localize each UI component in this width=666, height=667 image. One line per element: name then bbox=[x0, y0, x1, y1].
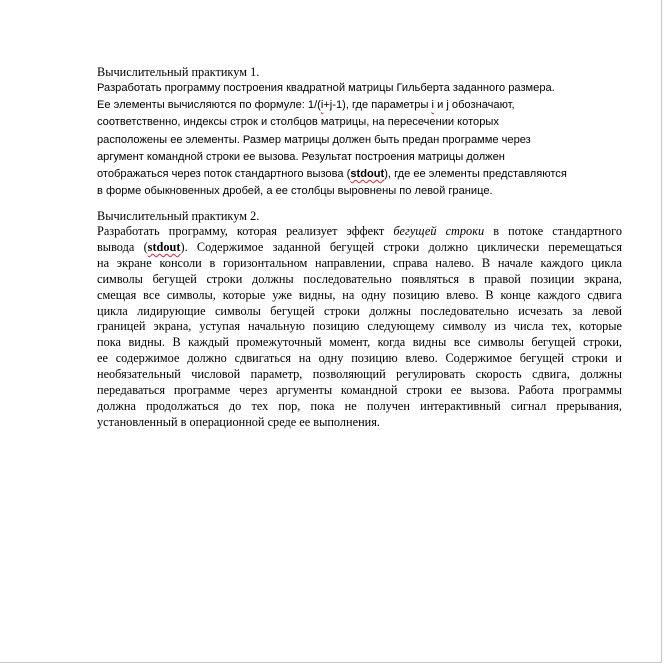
text-line: смещая все символы, которые уже видны, на одну позицию влево. В конце каждого сдвига bbox=[97, 287, 622, 302]
spellcheck-word: stdout bbox=[350, 168, 385, 181]
text-line: необязательный числовой параметр, позволяющий регулировать скорость сдвига, должны bbox=[97, 367, 622, 382]
text-line: установленный в операционной среде ее выполнения. bbox=[97, 414, 380, 429]
task-1-heading: Вычислительный практикум 1. bbox=[97, 65, 260, 79]
text-line: Ее элементы вычисляются по формуле: 1/(i+j-1), где параметры i и j обозначают, bbox=[97, 99, 515, 112]
text-line: Разработать программу, которая реализует эффект бегущей строки в потоке стандартного bbox=[97, 224, 622, 238]
text-line: пока видны. В каждый промежуточный момент, когда видны все символы бегущей строки, bbox=[97, 335, 622, 350]
text-line: соответственно, индексы строк и столбцов матрицы, на пересечении которых bbox=[97, 116, 499, 129]
text-line: передаваться программе через аргументы командной строки ее вызова. Работа программы bbox=[97, 383, 622, 398]
text-line: Разработать программу построения квадратной матрицы Гильберта заданного размера. bbox=[97, 82, 555, 94]
text-line: должна продолжаться до тех пор, пока не получен интерактивный сигнал прерывания, bbox=[97, 398, 622, 413]
text-line: вывода (stdout). Содержимое заданной бегущей строки должно циклически перемещаться bbox=[97, 239, 623, 254]
spellcheck-word: stdout bbox=[147, 239, 181, 254]
text-line: на экране консоли в горизонтальном направлении, справа налево. В начале каждого цикла bbox=[97, 255, 622, 270]
task-2-text bbox=[97, 224, 622, 431]
text-line: в форме обыкновенных дробей, а ее столбцы выровнены по левой границе. bbox=[97, 185, 493, 198]
task-2-section bbox=[97, 208, 622, 431]
text-line: ее содержимое должно сдвигаться на одну позицию влево. Содержимое бегущей строки и bbox=[97, 351, 622, 366]
spellcheck-word: i bbox=[320, 99, 324, 112]
task-1-text bbox=[97, 80, 622, 200]
task-1-section bbox=[97, 64, 622, 200]
text-line: аргумент командной строки ее вызова. Результат построения матрицы должен bbox=[97, 150, 505, 163]
text-line: цикла лидирующие символы бегущей строки должны последовательно исчезать за левой bbox=[97, 303, 622, 318]
task-2-heading: Вычислительный практикум 2. bbox=[97, 209, 260, 223]
text-line: расположены ее элементы. Размер матрицы должен быть предан программе через bbox=[97, 133, 531, 146]
text-line: границей экрана, уступая начальную позицию следующему символу из числа тех, которые bbox=[97, 319, 622, 334]
text-line: символы бегущей строки должны последовательно появляться в правой позиции экрана, bbox=[97, 271, 622, 286]
text-line: отображаться через поток стандартного вызова (stdout), где ее элементы представляются bbox=[97, 168, 567, 181]
spellcheck-word: i bbox=[431, 99, 434, 112]
